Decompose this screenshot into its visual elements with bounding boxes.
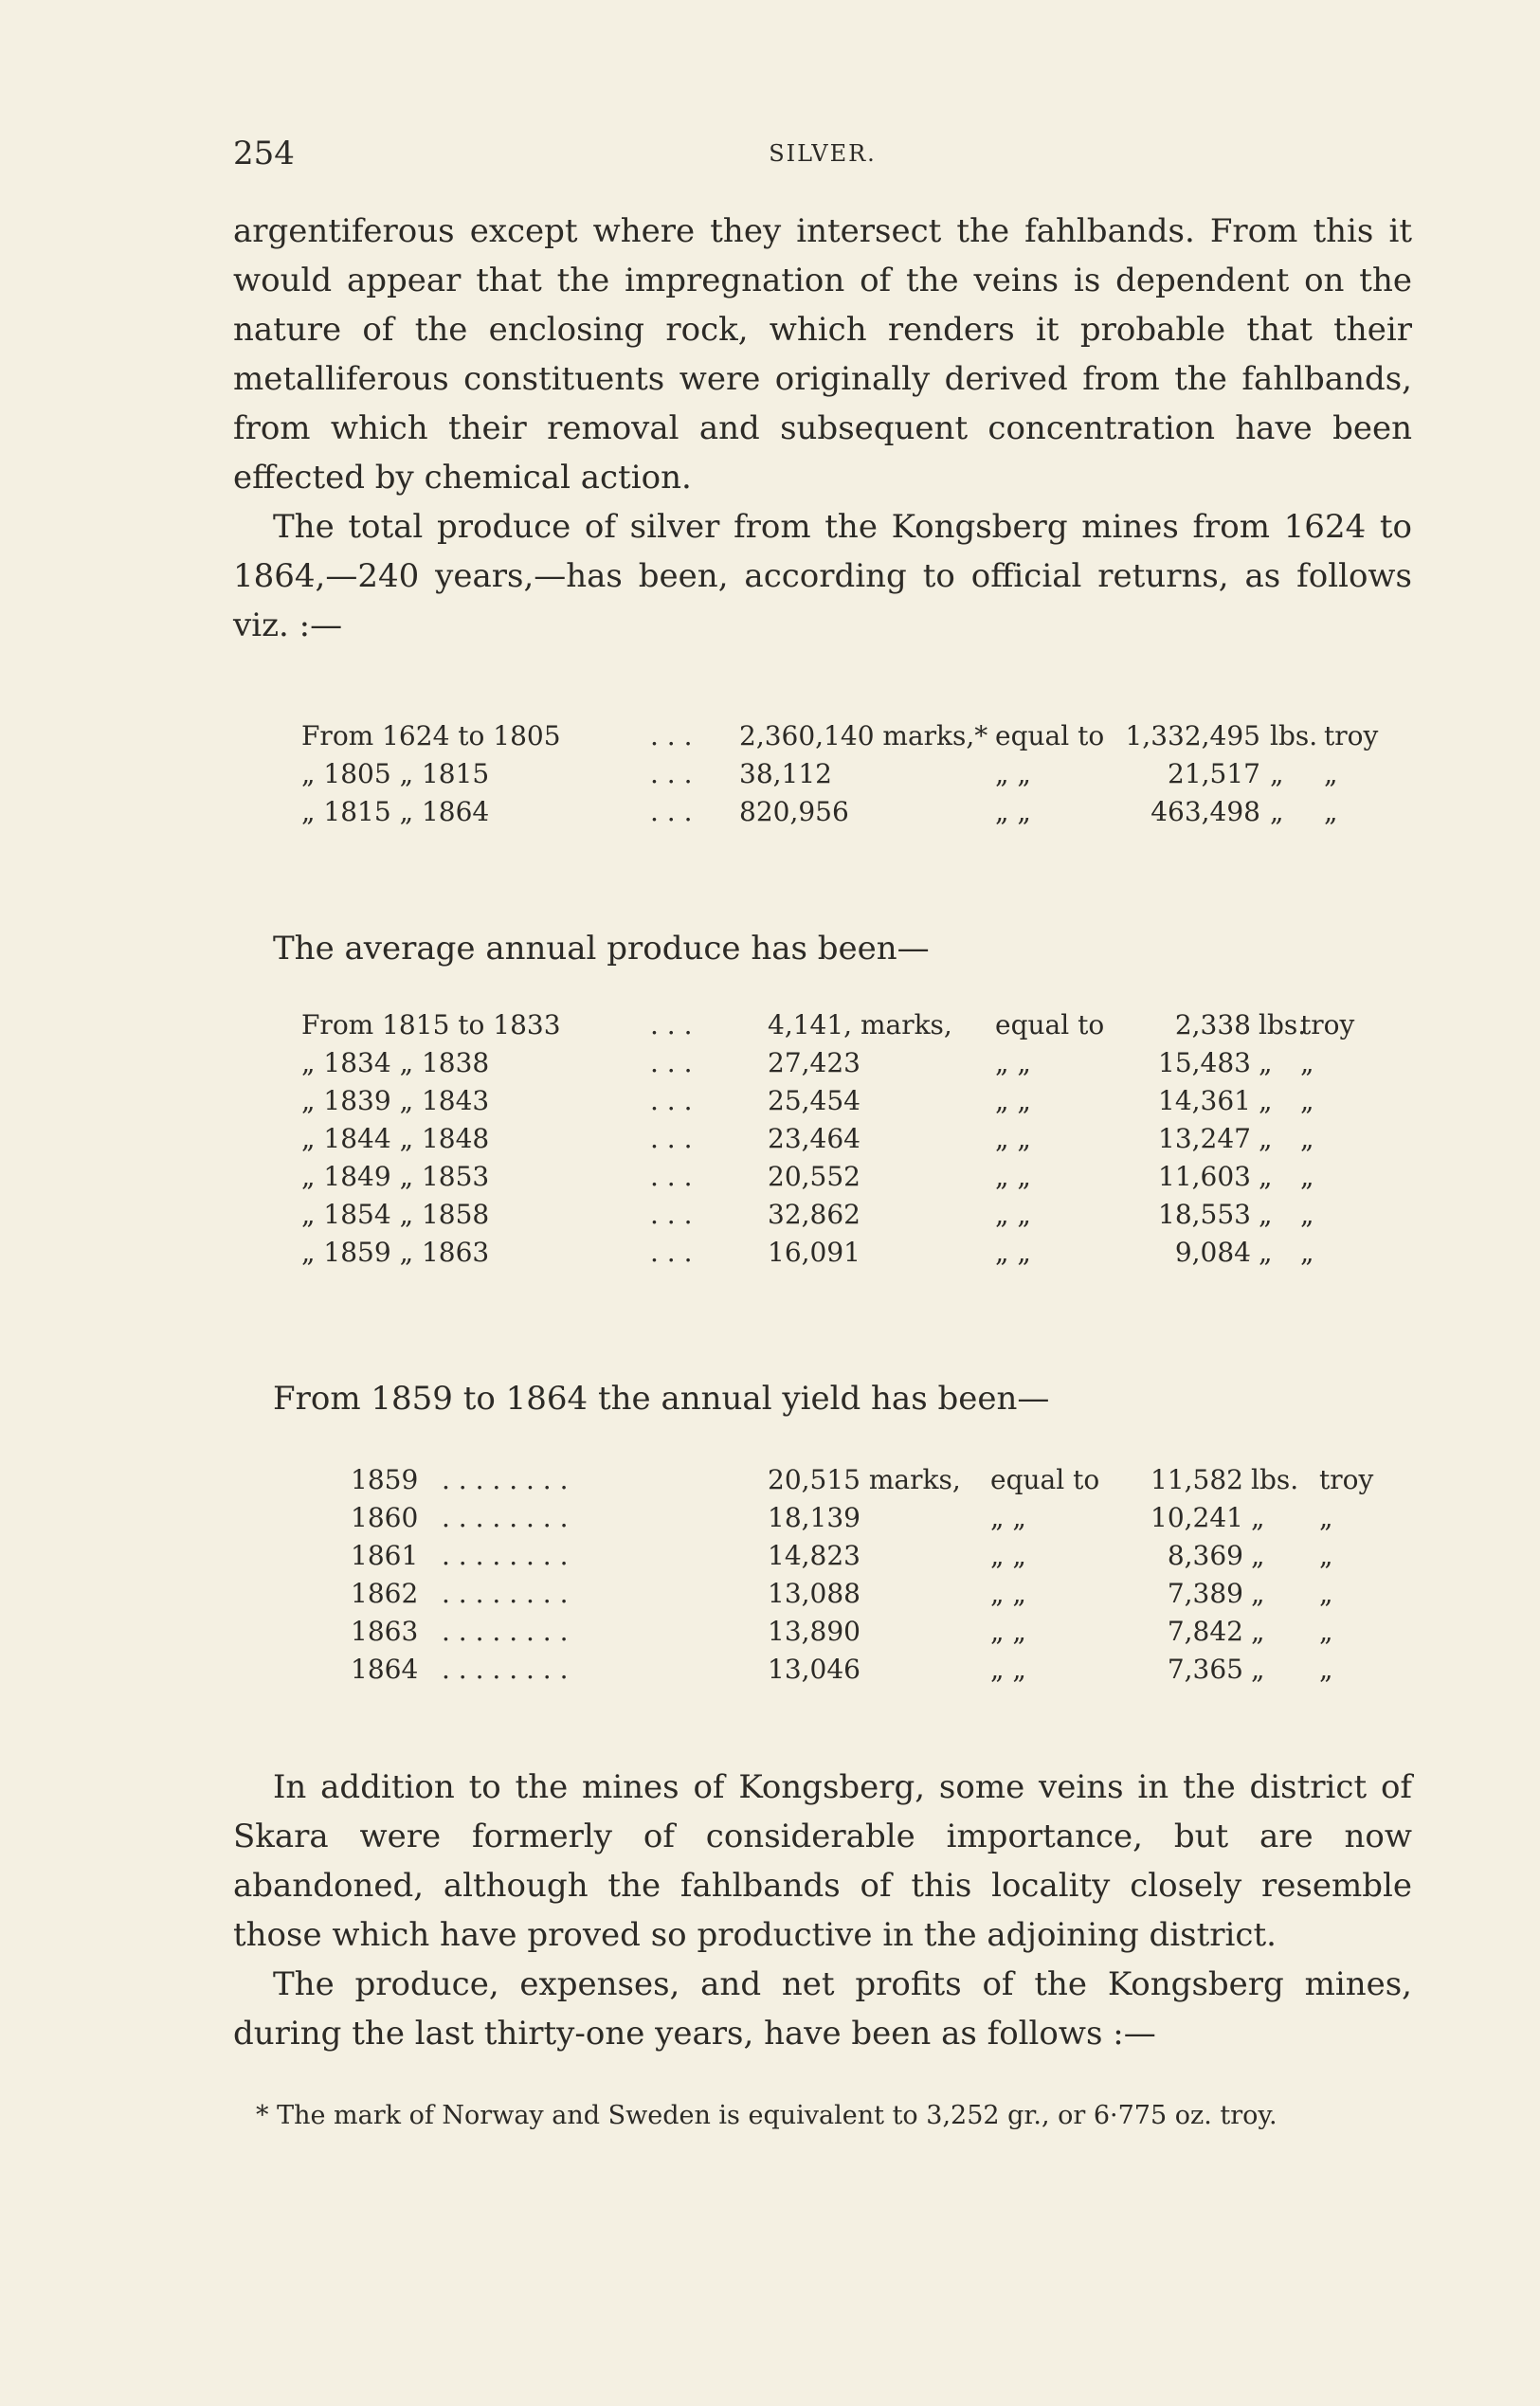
- marks-cell: 18,139: [768, 1502, 861, 1533]
- table-row: [0, 720, 1540, 758]
- troy-cell: „: [1300, 1123, 1314, 1154]
- lbs-cell: 7,842: [1167, 1616, 1243, 1647]
- equal-to-cell: „ „: [990, 1654, 1026, 1685]
- table-row: [0, 1237, 1540, 1275]
- table-row: [0, 1654, 1540, 1691]
- lbs-cell: 10,241: [1150, 1502, 1243, 1533]
- marks-cell: 25,454: [768, 1085, 861, 1116]
- leader-dots: . . . . . . . .: [442, 1616, 569, 1647]
- period-cell: „ 1834 „ 1838: [301, 1047, 490, 1078]
- equal-to-cell: „ „: [995, 1047, 1031, 1078]
- equal-to-cell: „ „: [995, 1123, 1031, 1154]
- table-row: [0, 1502, 1540, 1540]
- lbs-cell: 21,517: [1168, 758, 1260, 789]
- lbs-cell: 15,483: [1158, 1047, 1251, 1078]
- lbs-cell: 2,338: [1174, 1009, 1251, 1040]
- leader-dots: . . . . . . . .: [442, 1464, 569, 1495]
- equal-to-cell: „ „: [990, 1502, 1026, 1533]
- period-cell: „ 1849 „ 1853: [301, 1161, 490, 1192]
- equal-to-cell: „ „: [995, 1161, 1031, 1192]
- paragraph-annual-heading: From 1859 to 1864 the annual yield has been—: [273, 1380, 1050, 1418]
- table-row: [0, 1540, 1540, 1578]
- unit-cell: „: [1259, 1085, 1273, 1116]
- period-cell: From 1815 to 1833: [301, 1009, 561, 1040]
- lbs-cell: 7,389: [1167, 1578, 1243, 1609]
- marks-cell: 13,088: [768, 1578, 861, 1609]
- unit-cell: lbs.: [1259, 1009, 1307, 1040]
- lbs-cell: 11,582: [1150, 1464, 1243, 1495]
- marks-cell: 20,552: [768, 1161, 861, 1192]
- unit-cell: „: [1270, 796, 1284, 827]
- unit-cell: „: [1251, 1616, 1265, 1647]
- troy-cell: „: [1300, 1085, 1314, 1116]
- period-cell: 1862: [351, 1578, 419, 1609]
- table-row: [0, 1464, 1540, 1502]
- paragraph-total-produce: The total produce of silver from the Kongsberg mines from 1624 to 1864,—240 years,—has been, according to official returns, as follows viz. :—: [233, 508, 1412, 644]
- leader-dots: . . .: [650, 1237, 693, 1268]
- lbs-cell: 18,553: [1158, 1199, 1251, 1230]
- leader-dots: . . . . . . . .: [442, 1578, 569, 1609]
- marks-cell: 38,112: [739, 758, 832, 789]
- troy-cell: „: [1319, 1616, 1333, 1647]
- lbs-cell: 7,365: [1167, 1654, 1243, 1685]
- marks-cell: 13,890: [768, 1616, 861, 1647]
- period-cell: „ 1839 „ 1843: [301, 1085, 490, 1116]
- leader-dots: . . .: [650, 1199, 693, 1230]
- unit-cell: lbs.: [1251, 1464, 1299, 1495]
- troy-cell: troy: [1324, 720, 1379, 751]
- marks-cell: 820,956: [739, 796, 849, 827]
- unit-cell: „: [1259, 1123, 1273, 1154]
- marks-cell: 23,464: [768, 1123, 861, 1154]
- table-row: [0, 1161, 1540, 1199]
- footnote: * The mark of Norway and Sweden is equivalent to 3,252 gr., or 6·775 oz. troy.: [256, 2101, 1277, 2130]
- troy-cell: troy: [1319, 1464, 1374, 1495]
- lbs-cell: 8,369: [1167, 1540, 1243, 1571]
- equal-to-cell: „ „: [995, 758, 1031, 789]
- equal-to-cell: „ „: [990, 1540, 1026, 1571]
- equal-to-cell: „ „: [995, 1199, 1031, 1230]
- paragraph-skara: In addition to the mines of Kongsberg, some veins in the district of Skara were formerly of considerable importance, but are now abandoned, although the fahlbands of this locality closely resemble those which have proved so productive in the adjoining district.: [233, 1768, 1412, 1954]
- page-number: 254: [233, 135, 295, 172]
- period-cell: From 1624 to 1805: [301, 720, 561, 751]
- unit-cell: „: [1251, 1540, 1265, 1571]
- table-row: [0, 1085, 1540, 1123]
- unit-cell: „: [1259, 1199, 1273, 1230]
- equal-to-cell: equal to: [995, 720, 1105, 751]
- leader-dots: . . .: [650, 720, 693, 751]
- lbs-cell: 13,247: [1158, 1123, 1251, 1154]
- unit-cell: „: [1259, 1161, 1273, 1192]
- leader-dots: . . .: [650, 1009, 693, 1040]
- troy-cell: „: [1319, 1654, 1333, 1685]
- marks-cell: 32,862: [768, 1199, 861, 1230]
- equal-to-cell: „ „: [990, 1616, 1026, 1647]
- period-cell: 1860: [351, 1502, 419, 1533]
- paragraph-fahlbands: argentiferous except where they intersect the fahlbands. From this it would appear that the impregnation of the veins is dependent on the nature of the enclosing rock, which renders it probable that their metalliferous constituents were originally derived from the fahlbands, from which their removal and subsequent concentration have been effected by chemical action.: [233, 212, 1412, 497]
- unit-cell: „: [1259, 1237, 1273, 1268]
- marks-cell: 2,360,140 marks,*: [739, 720, 988, 751]
- page-header: [233, 135, 1412, 182]
- leader-dots: . . .: [650, 1047, 693, 1078]
- total-produce-table: [0, 720, 1540, 834]
- unit-cell: „: [1251, 1578, 1265, 1609]
- troy-cell: „: [1319, 1578, 1333, 1609]
- unit-cell: lbs.: [1270, 720, 1318, 751]
- leader-dots: . . .: [650, 1123, 693, 1154]
- table-row: [0, 1123, 1540, 1161]
- annual-yield-table: [0, 1464, 1540, 1691]
- equal-to-cell: „ „: [995, 1237, 1031, 1268]
- troy-cell: „: [1300, 1047, 1314, 1078]
- table-row: [0, 1616, 1540, 1654]
- table-row: [0, 1199, 1540, 1237]
- troy-cell: „: [1300, 1237, 1314, 1268]
- lbs-cell: 1,332,495: [1125, 720, 1260, 751]
- period-cell: 1859: [351, 1464, 419, 1495]
- leader-dots: . . .: [650, 796, 693, 827]
- unit-cell: „: [1251, 1502, 1265, 1533]
- troy-cell: „: [1319, 1502, 1333, 1533]
- marks-cell: 27,423: [768, 1047, 861, 1078]
- period-cell: „ 1844 „ 1848: [301, 1123, 490, 1154]
- leader-dots: . . .: [650, 1161, 693, 1192]
- equal-to-cell: equal to: [990, 1464, 1100, 1495]
- table-row: [0, 1578, 1540, 1616]
- marks-cell: 20,515 marks,: [768, 1464, 961, 1495]
- period-cell: „ 1805 „ 1815: [301, 758, 490, 789]
- period-cell: 1863: [351, 1616, 419, 1647]
- troy-cell: „: [1300, 1199, 1314, 1230]
- marks-cell: 16,091: [768, 1237, 861, 1268]
- running-title: SILVER.: [769, 140, 877, 167]
- troy-cell: „: [1319, 1540, 1333, 1571]
- equal-to-cell: „ „: [995, 796, 1031, 827]
- equal-to-cell: „ „: [995, 1085, 1031, 1116]
- table-row: [0, 1047, 1540, 1085]
- table-row: [0, 796, 1540, 834]
- unit-cell: „: [1259, 1047, 1273, 1078]
- period-cell: „ 1854 „ 1858: [301, 1199, 490, 1230]
- marks-cell: 4,141, marks,: [768, 1009, 952, 1040]
- leader-dots: . . . . . . . .: [442, 1540, 569, 1571]
- leader-dots: . . . . . . . .: [442, 1502, 569, 1533]
- troy-cell: troy: [1300, 1009, 1355, 1040]
- lbs-cell: 9,084: [1174, 1237, 1251, 1268]
- table-row: [0, 1009, 1540, 1047]
- leader-dots: . . .: [650, 758, 693, 789]
- lbs-cell: 463,498: [1150, 796, 1260, 827]
- unit-cell: „: [1251, 1654, 1265, 1685]
- leader-dots: . . .: [650, 1085, 693, 1116]
- period-cell: „ 1859 „ 1863: [301, 1237, 490, 1268]
- equal-to-cell: „ „: [990, 1578, 1026, 1609]
- leader-dots: . . . . . . . .: [442, 1654, 569, 1685]
- period-cell: „ 1815 „ 1864: [301, 796, 490, 827]
- paragraph-average-heading: The average annual produce has been—: [273, 930, 930, 968]
- paragraph-profits-intro: The produce, expenses, and net profits of the Kongsberg mines, during the last thirty-one years, have been as follows :—: [233, 1965, 1412, 2053]
- lbs-cell: 14,361: [1158, 1085, 1251, 1116]
- marks-cell: 13,046: [768, 1654, 861, 1685]
- average-produce-table: [0, 1009, 1540, 1275]
- lbs-cell: 11,603: [1158, 1161, 1251, 1192]
- unit-cell: „: [1270, 758, 1284, 789]
- period-cell: 1864: [351, 1654, 419, 1685]
- table-row: [0, 758, 1540, 796]
- troy-cell: „: [1324, 758, 1338, 789]
- troy-cell: „: [1300, 1161, 1314, 1192]
- period-cell: 1861: [351, 1540, 419, 1571]
- marks-cell: 14,823: [768, 1540, 861, 1571]
- troy-cell: „: [1324, 796, 1338, 827]
- equal-to-cell: equal to: [995, 1009, 1105, 1040]
